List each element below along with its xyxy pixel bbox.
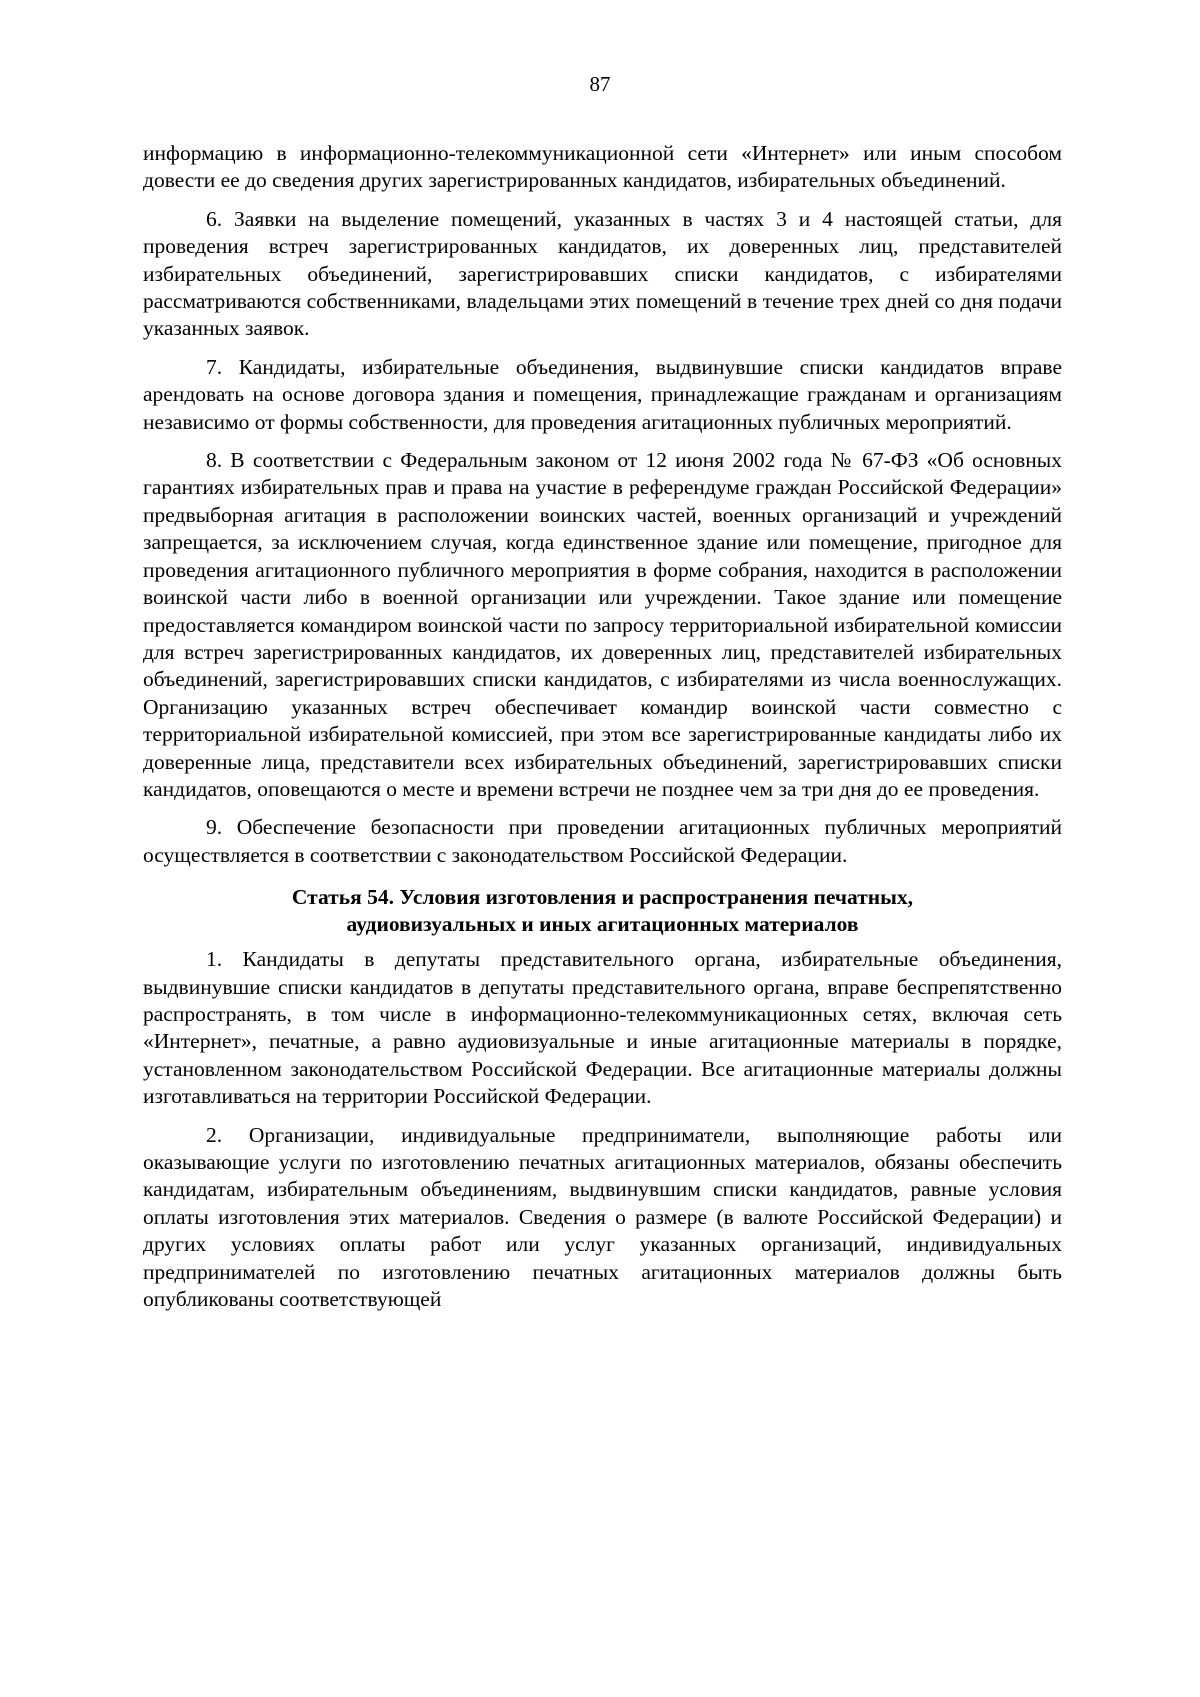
paragraph-7: 7. Кандидаты, избирательные объединения, выдвинувшие списки кандидатов вправе арендовать на основе договора здания и помещения, принадлежащие гражданам и организациям независимо от формы собственности, для проведения агитационных публичных мероприятий. (143, 354, 1062, 434)
paragraph-8: 8. В соответствии с Федеральным законом от 12 июня 2002 года № 67-ФЗ «Об основных гарантиях избирательных прав и права на участие в референдуме граждан Российской Федерации» предвыборная агитация в расположении воинских частей, военных организаций и учреждений запрещается, за исключением случая, когда единственное здание или помещение, пригодное для проведения агитационного публичного мероприятия в форме собрания, находится в расположении воинской части либо в военной организации или учреждении. Такое здание или помещение предоставляется командиром воинской части по запросу территориальной избирательной комиссии для встреч зарегистрированных кандидатов, их доверенных лиц, представителей избирательных объединений, зарегистрировавших списки кандидатов, с избирателями из числа военнослужащих. Организацию указанных встреч обеспечивает командир воинской части совместно с территориальной избирательной комиссией, при этом все зарегистрированные кандидаты либо их доверенные лица, представители всех избирательных объединений, зарегистрировавших списки кандидатов, оповещаются о месте и времени встречи не позднее чем за три дня до ее проведения. (143, 448, 1062, 801)
article-paragraph-2: 2. Организации, индивидуальные предприниматели, выполняющие работы или оказывающие услуги по изготовлению печатных агитационных материалов, обязаны обеспечить кандидатам, избирательным объединениям, выдвинувшим списки кандидатов, равные условия оплаты изготовления этих материалов. Сведения о размере (в валюте Российской Федерации) и других условиях оплаты работ или услуг указанных организаций, индивидуальных предпринимателей по изготовлению печатных агитационных материалов должны быть опубликованы соответствующей (143, 1122, 1062, 1312)
paragraph-9: 9. Обеспечение безопасности при проведении агитационных публичных мероприятий осуществляется в соответствии с законодательством Российской Федерации. (143, 815, 1062, 867)
paragraph-continuation: информацию в информационно-телекоммуникационной сети «Интернет» или иным способом довести ее до сведения других зарегистрированных кандидатов, избирательных объединений. (143, 141, 1062, 193)
article-heading-line-2: аудиовизуальных и иных агитационных материалов (346, 912, 859, 937)
article-paragraph-1: 1. Кандидаты в депутаты представительного органа, избирательные объединения, выдвинувшие списки кандидатов в депутаты представительного органа, вправе беспрепятственно распространять, в том числе в информационно-телекоммуникационных сетях, включая сеть «Интернет», печатные, а равно аудиовизуальные и иные агитационные материалы в порядке, установленном законодательством Российской Федерации. Все агитационные материалы должны изготавливаться на территории Российской Федерации. (143, 947, 1062, 1109)
article-heading-line-1: Статья 54. Условия изготовления и распространения печатных, (291, 885, 914, 910)
paragraph-6: 6. Заявки на выделение помещений, указанных в частях 3 и 4 настоящей статьи, для проведения встреч зарегистрированных кандидатов, их доверенных лиц, представителей избирательных объединений, зарегистрировавших списки кандидатов, с избирателями рассматриваются собственниками, владельцами этих помещений в течение трех дней со дня подачи указанных заявок. (143, 206, 1062, 341)
document-body (143, 140, 1062, 1324)
article-heading (143, 884, 1062, 938)
page-number: 87 (589, 72, 611, 96)
